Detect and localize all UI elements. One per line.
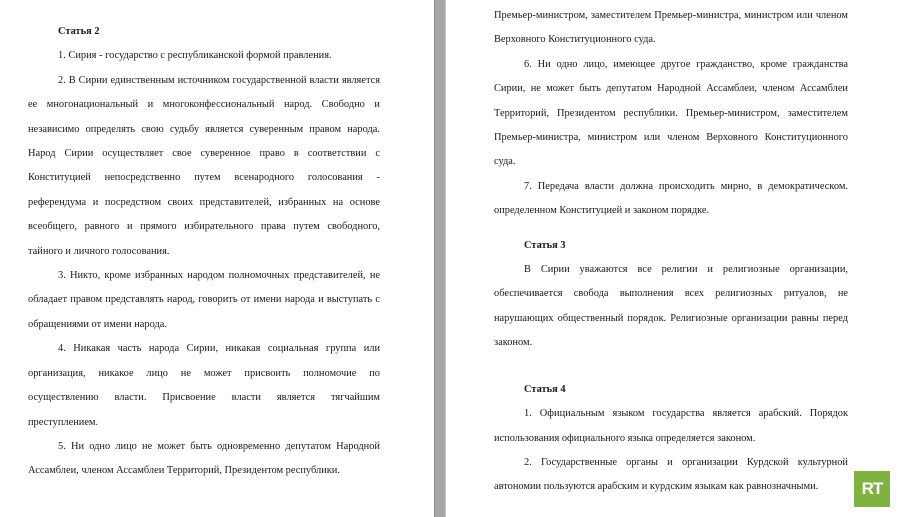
- article-2-paragraph-1: 1. Сирия - государство с республиканской формой правления.: [58, 50, 332, 62]
- article-2-paragraph-5: 5. Ни одно лицо не может быть одновременно депутатом Народной Ассамблеи, членом Ассамблеи Территорий, Президентом республики.: [28, 440, 380, 477]
- right-page: [494, 0, 848, 517]
- article-3-paragraph-1: В Сирии уважаются все религии и религиозные организации, обеспечивается свобода выполнения всех религиозных ритуалов, не нарушающих общественный порядок. Религиозные организации равны перед законом.: [494, 264, 848, 349]
- article-2-paragraph-2: 2. В Сирии единственным источником государственной власти является ее многонациональный и многоконфессиональный народ. Свободно и независимо определять свою судьбу является суверенным правом народа. Народ Сирии осуществляет свое суверенное право в соответствии с Конституцией непосредственно путем всенародного голосования - референдума и посредством своих представителей, избранных на основе всеобщего, равного и прямого избирательного права путем свободного, тайного и личного голосования.: [28, 74, 380, 257]
- article-4-heading: Статья 4: [524, 383, 566, 395]
- article-2-paragraph-7: 7. Передача власти должна происходить мирно, в демократическом. определенном Конституцией и законом порядке.: [494, 180, 848, 217]
- article-4-paragraph-1: 1. Официальным языком государства является арабский. Порядок использования официального языка определяется законом.: [494, 408, 848, 444]
- article-2-paragraph-6: 6. Ни одно лицо, имеющее другое гражданство, кроме гражданства Сирии, не может быть депутатом Народной Ассамблеи, членом Ассамблеи Территорий, Президентом республики. Премьер-министром, заместителем Премьер-министра, министром или членом Верховного Конституционного суда.: [494, 58, 848, 168]
- article-2-paragraph-4: 4. Никакая часть народа Сирии, никакая социальная группа или организация, никакое лицо не может присвоить полномочие по осуществлению власти. Присвоение власти является тягчайшим преступлением.: [28, 343, 380, 428]
- rt-logo-text: RT: [861, 479, 883, 498]
- left-page: [28, 0, 380, 517]
- article-2-heading: Статья 2: [58, 26, 100, 37]
- article-2-paragraph-3: 3. Никто, кроме избранных народом полномочных представителей, не обладает правом представлять народ, говорить от имени народа и выступать с обращениями от имени народа.: [28, 270, 380, 330]
- article-2-continuation: Премьер-министром, заместителем Премьер-министра, министром или членом Верховного Конституционного суда.: [494, 10, 848, 46]
- article-3-heading: Статья 3: [524, 239, 566, 251]
- rt-logo: [854, 471, 890, 507]
- page-gutter: [434, 0, 446, 517]
- article-4-paragraph-2: 2. Государственные органы и организации Курдской культурной автономии пользуются арабским и курдским языкам как равнозначными.: [494, 456, 848, 493]
